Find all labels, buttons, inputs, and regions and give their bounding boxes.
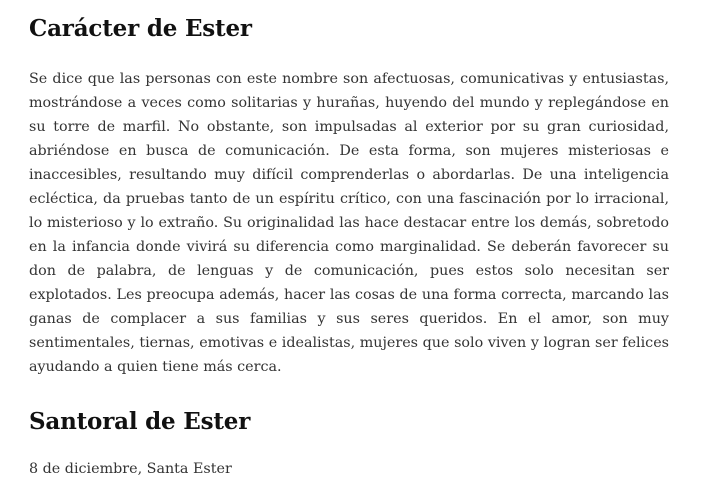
section-body-caracter: Se dice que las personas con este nombre son afectuosas, comunicativas y entusiastas, mostrándose a veces como solitarias y hurañas, huyendo del mundo y replegándose en su torre de marfil. No obstante, son impulsadas al exterior por su gran curiosidad, abriéndose en busca de comunicación. De esta forma, son mujeres misteriosas e inaccesibles, resultando muy difícil comprenderlas o abordarlas. De una inteligencia ecléctica, da pruebas tanto de un espíritu crítico, con una fascinación por lo irracional, lo misterioso y lo extraño. Su originalidad las hace destacar entre los demás, sobretodo en la infancia donde vivirá su diferencia como marginalidad. Se deberán favorecer su don de palabra, de lenguas y de comunicación, pues estos solo necesitan ser explotados. Les preocupa además, hacer las cosas de una forma correcta, marcando las ganas de complacer a sus familias y sus seres queridos. En el amor, son muy sentimentales, tiernas, emotivas e idealistas, mujeres que solo viven y logran ser felices ayudando a quien tiene más cerca. [29,71,669,375]
section-body-santoral: 8 de diciembre, Santa Ester [29,461,232,477]
section-title-caracter: Carácter de Ester [29,15,252,42]
section-title-santoral: Santoral de Ester [29,408,251,435]
article-content [29,0,669,481]
